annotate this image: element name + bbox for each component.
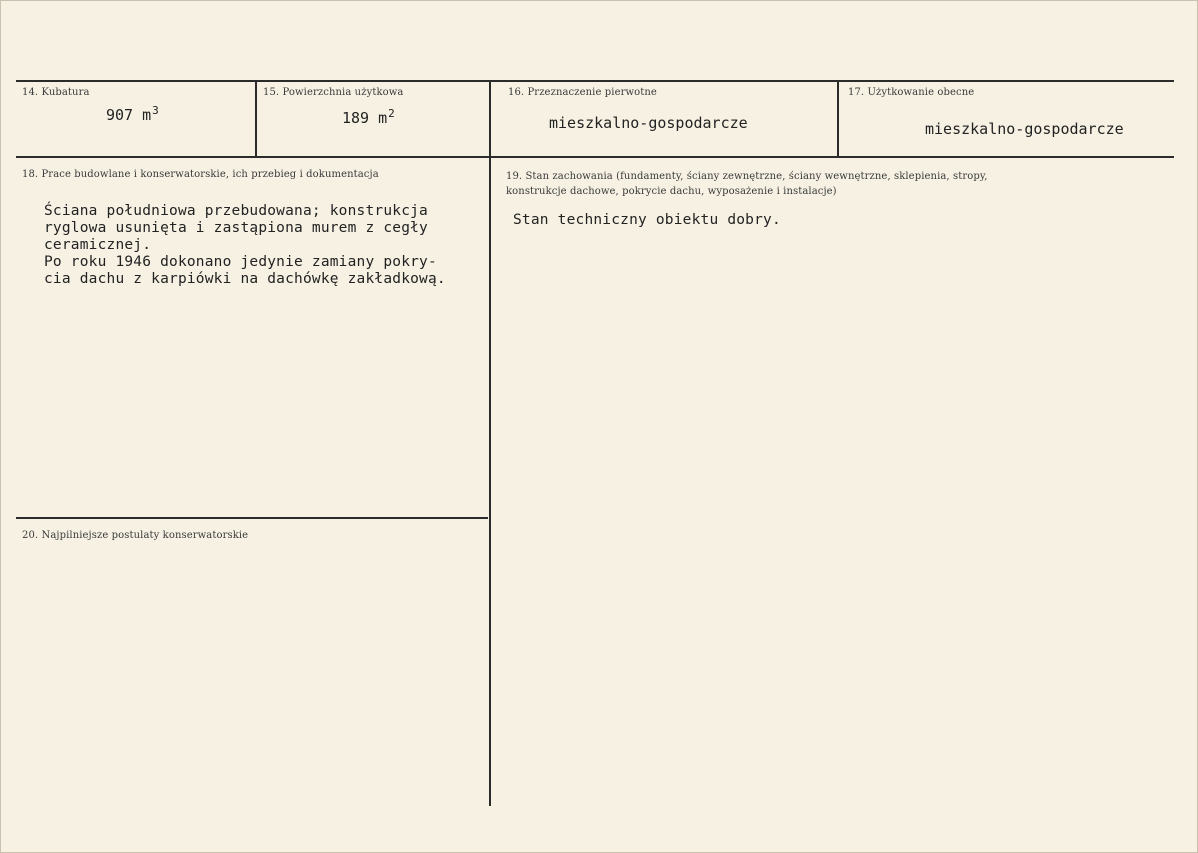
uzytkowanie-value: mieszkalno-gospodarcze	[925, 120, 1124, 138]
prace-line: ceramicznej.	[44, 237, 152, 253]
prace-line: Ściana południowa przebudowana; konstrukcja	[44, 203, 428, 219]
divider-15-16	[489, 81, 491, 806]
stan-zachowania-text: Stan techniczny obiektu dobry.	[513, 212, 781, 228]
przeznaczenie-value: mieszkalno-gospodarcze	[549, 114, 748, 132]
prace-budowlane-text	[44, 203, 446, 288]
powierzchnia-value: 189 $m^2$	[342, 107, 395, 127]
section-18-bottom-rule	[16, 517, 488, 519]
header-bottom-rule	[16, 156, 1174, 158]
divider-16-17	[837, 81, 839, 157]
powierzchnia-unit-exponent: 2	[388, 107, 395, 120]
uzytkowanie-label: 17. Użytkowanie obecne	[848, 87, 975, 98]
divider-14-15	[255, 81, 257, 157]
top-rule	[16, 80, 1174, 82]
przeznaczenie-label: 16. Przeznaczenie pierwotne	[508, 87, 657, 98]
stan-zachowania-label	[506, 169, 988, 199]
postulaty-label: 20. Najpilniejsze postulaty konserwatorskie	[22, 530, 249, 541]
stan-zachowania-label-line: 19. Stan zachowania (fundamenty, ściany zewnętrzne, ściany wewnętrzne, sklepienia, stropy,	[506, 171, 988, 182]
prace-line: ryglowa usunięta i zastąpiona murem z cegły	[44, 220, 428, 236]
kubatura-value: 907 $m^3$	[106, 104, 159, 124]
prace-line: Po roku 1946 dokonano jedynie zamiany pokry-	[44, 254, 437, 270]
prace-budowlane-label: 18. Prace budowlane i konserwatorskie, ich przebieg i dokumentacja	[22, 169, 379, 180]
kubatura-label: 14. Kubatura	[22, 87, 90, 98]
prace-line: cia dachu z karpiówki na dachówkę zakładkową.	[44, 271, 446, 287]
stan-zachowania-label-line: konstrukcje dachowe, pokrycie dachu, wyposażenie i instalacje)	[506, 186, 837, 197]
kubatura-unit-exponent: 3	[152, 104, 159, 117]
powierzchnia-label: 15. Powierzchnia użytkowa	[263, 87, 404, 98]
